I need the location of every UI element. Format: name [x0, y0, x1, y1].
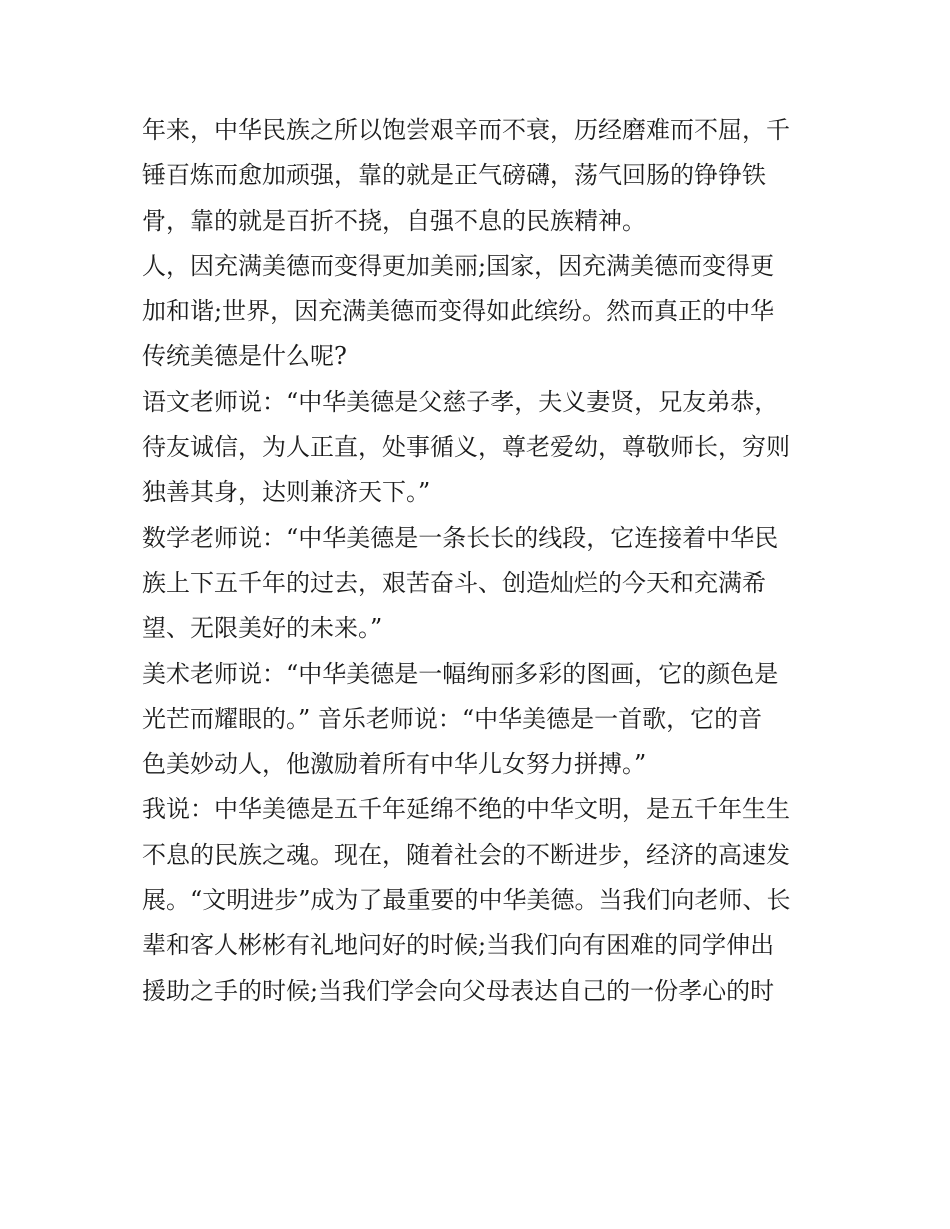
- text-line: 骨，靠的就是百折不挠，自强不息的民族精神。: [142, 206, 646, 235]
- text-line: 待友诚信，为人正直，处事循义，尊老爱幼，尊敬师长，穷则: [142, 433, 790, 462]
- text-line: 色美妙动人，他激励着所有中华儿女努力拼搏。”: [142, 750, 647, 779]
- text-line: 望、无限美好的未来。”: [142, 614, 383, 643]
- essay-body: [142, 108, 817, 1014]
- text-line: 辈和客人彬彬有礼地问好的时候;当我们向有困难的同学伸出: [142, 931, 775, 960]
- text-line: 加和谐;世界，因充满美德而变得如此缤纷。然而真正的中华: [142, 297, 775, 326]
- text-line: 传统美德是什么呢?: [142, 342, 347, 371]
- text-line: 我说：中华美德是五千年延绵不绝的中华文明，是五千年生生: [142, 795, 790, 824]
- text-line: 不息的民族之魂。现在，随着社会的不断进步，经济的高速发: [142, 840, 790, 869]
- text-line: 年来，中华民族之所以饱尝艰辛而不衰，历经磨难而不屈，千: [142, 116, 790, 144]
- text-line: 展。“文明进步”成为了最重要的中华美德。当我们向老师、长: [142, 886, 791, 915]
- text-line: 人，因充满美德而变得更加美丽;国家，因充满美德而变得更: [142, 251, 775, 280]
- text-line: 援助之手的时候;当我们学会向父母表达自己的一份孝心的时: [142, 976, 775, 1005]
- text-line: 数学老师说：“中华美德是一条长长的线段，它连接着中华民: [142, 523, 779, 552]
- text-line: 族上下五千年的过去，艰苦奋斗、创造灿烂的今天和充满希: [142, 568, 766, 597]
- text-line: 美术老师说：“中华美德是一幅绚丽多彩的图画，它的颜色是: [142, 659, 779, 688]
- text-line: 光芒而耀眼的。” 音乐老师说：“中华美德是一首歌，它的音: [142, 704, 763, 733]
- text-line: 语文老师说：“中华美德是父慈子孝，夫义妻贤，兄友弟恭，: [142, 387, 779, 416]
- text-line: 锤百炼而愈加顽强，靠的就是正气磅礴，荡气回肠的铮铮铁: [142, 161, 766, 190]
- text-line: 独善其身，达则兼济天下。”: [142, 478, 431, 507]
